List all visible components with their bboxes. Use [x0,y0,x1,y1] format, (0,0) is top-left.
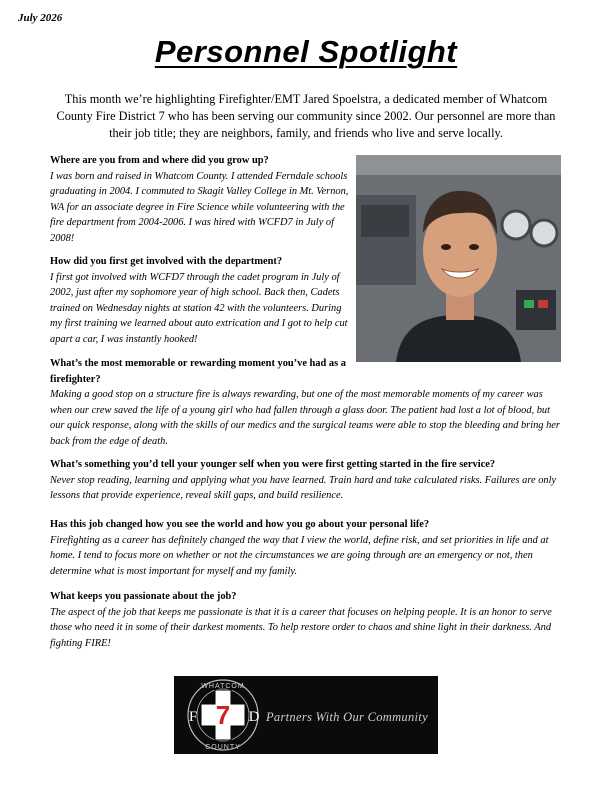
answer: Making a good stop on a structure fire is always rewarding, but one of the most memorable moments of my career was when our crew saved the life of a young girl who had fallen through a glass door. The patient had lost a lot of blood, but our quick response, along with the skills of our medics and the surgical teams were able to stop the bleeding and bring her back from the edge of death. [50,389,560,447]
seal-letter-d: D [248,709,260,725]
fire-district-seal-icon [178,676,268,754]
qa-item-involvement [50,254,350,348]
issue-date: July 2026 [18,12,63,24]
seal-letter-f: F [188,709,198,725]
qa-item-memorable [50,356,560,450]
answer: I was born and raised in Whatcom County. I attended Ferndale schools graduating in 2004. I commuted to Skagit Valley College in Mt. Vernon, WA for an associate degree in Fire Science while volunteering with the fire department from 2004-2006. I was hired with WCFD7 in July of 2008! [50,170,349,244]
answer: I first got involved with WCFD7 through the cadet program in July of 2002, just after my sophomore year of high school. Back then, Cadets trained on Wednesday nights at station 42 with the volunteers. During my first training we learned about auto extrication and I got to help cut apart a car, I was instantly hooked! [50,271,348,345]
firefighter-portrait-photo [356,155,561,362]
question: How did you first get involved with the department? [50,256,283,267]
question: Has this job changed how you see the world and how you go about your personal life? [50,519,430,530]
seal-bottom-text: COUNTY [205,744,241,751]
portrait-illustration [356,155,561,362]
qa-item-passion [50,589,560,651]
logo-tagline: Partners With Our Community [266,710,428,724]
qa-item-worldview [50,517,560,579]
intro-paragraph: This month we’re highlighting Firefighter/EMT Jared Spoelstra, a dedicated member of Whatcom County Fire District 7 who has been serving our community since 2002. Our personnel are more than their job title; they are neighbors, family, and friends who live and serve locally. [56,92,556,140]
question: Where are you from and where did you grow up? [50,155,269,166]
seal-number: 7 [215,700,231,730]
question: What’s the most memorable or rewarding moment you’ve had as a firefighter? [50,358,346,385]
qa-item-origin [50,153,350,247]
answer: Never stop reading, learning and applying what you have learned. Train hard and take calculated risks. Failures are only lessons that provide experience, reveal skill gaps, and build resilience. [50,474,557,502]
answer: Firefighting as a career has definitely changed the way that I view the world, define risk, and set priorities in life and at home. I tend to focus more on whether or not the circumstances we are going through are an emergency or not, then determine what is most important for myself and my family. [50,534,549,577]
question: What keeps you passionate about the job? [50,591,237,602]
page-title: Personnel Spotlight [154,34,458,69]
district-logo-banner [174,676,438,754]
seal-top-text: WHATCOM [201,683,245,690]
question: What’s something you’d tell your younger self when you were first getting started in the fire service? [50,459,496,470]
qa-item-advice [50,457,560,504]
answer: The aspect of the job that keeps me passionate is that it is a career that focuses on helping people. It is an honor to serve those who need it in some of their darkest moments. To help restore order to chaos and shine light in their darkness. And fighting FIRE! [50,606,552,649]
